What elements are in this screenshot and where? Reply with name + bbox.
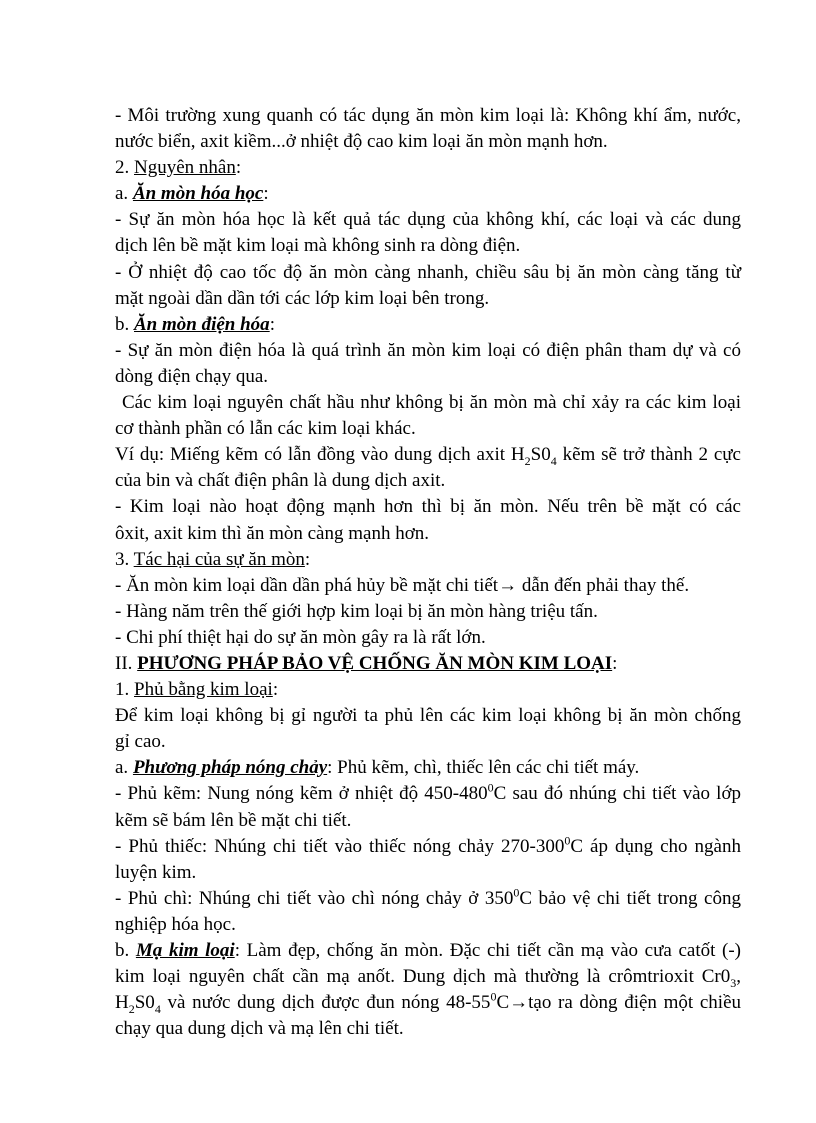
plating-text: kim loại nguyên chất cần mạ anốt. Dung dịch mà thường là crômtrioxit Cr0: [115, 966, 731, 988]
arrow-icon: →: [498, 574, 518, 596]
heading-title: Nguyên nhân: [134, 157, 236, 179]
paragraph-electro-1-line2: dòng điện chạy qua.: [115, 365, 269, 387]
heading-chemical-corrosion: [115, 181, 741, 207]
heading-electrochemical-corrosion: [115, 312, 741, 338]
heading-number: b.: [115, 940, 136, 961]
heading-colon: :: [272, 679, 279, 701]
subscript: 2: [128, 1001, 135, 1016]
heading-number: 2.: [115, 157, 134, 179]
subscript: 4: [550, 454, 557, 469]
heading-title: Phủ bằng kim loại: [134, 679, 273, 701]
heading-rest: : Làm đẹp, chống ăn mòn. Đặc chi tiết cần mạ vào cưa catốt (-): [234, 940, 742, 961]
paragraph-electro-2-line1: Các kim loại nguyên chất hầu như không bị ăn mòn mà chỉ xảy ra các kim loại: [122, 392, 741, 414]
paragraph-lead-line1: [115, 886, 741, 912]
heading-colon: :: [269, 313, 275, 335]
paragraph-environment-line2: nước biển, axit kiềm...ở nhiệt độ cao kim loại ăn mòn mạnh hơn.: [115, 131, 608, 153]
superscript: 0: [490, 989, 497, 1004]
paragraph-zinc-line2: kẽm sẽ bám lên bề mặt chi tiết.: [115, 809, 352, 831]
lead-text: - Phủ chì: Nhúng chi tiết vào chì nóng chảy ở 350: [115, 887, 514, 909]
paragraph-chemical-1-line1: - Sự ăn mòn hóa học là kết quả tác dụng của không khí, các loại và các dung: [115, 209, 741, 231]
zinc-text: C sau đó nhúng chi tiết vào lớp: [493, 783, 741, 805]
paragraph-electro-3-line1: - Kim loại nào hoạt động mạnh hơn thì bị ăn mòn. Nếu trên bề mặt có các: [115, 496, 741, 518]
heading-number: b.: [115, 313, 134, 335]
plating-text: tạo ra dòng điện một chiều: [528, 992, 742, 1014]
paragraph-plating-line2: [115, 964, 741, 990]
heading-title: Ăn mòn điện hóa: [134, 313, 270, 335]
heading-harm: [115, 547, 741, 573]
heading-colon: :: [235, 157, 242, 179]
paragraph-example-line1: [115, 442, 741, 468]
superscript: 0: [513, 885, 520, 900]
subscript: 2: [524, 454, 531, 469]
paragraph-chemical-2-line2: mặt ngoài dần dần tới các lớp kim loại bên trong.: [115, 287, 490, 309]
paragraph-tin-line1: [115, 834, 741, 860]
subscript: 4: [154, 1001, 161, 1016]
heading-colon: :: [304, 548, 311, 570]
arrow-icon: →: [509, 992, 529, 1014]
plating-text: S0: [134, 992, 155, 1014]
subscript: 3: [730, 975, 737, 990]
harm-text: - Ăn mòn kim loại dần dần phá hủy bề mặt chi tiết: [115, 574, 499, 596]
heading-number: 1.: [115, 679, 134, 701]
heading-title: Phương pháp nóng chảy: [132, 757, 328, 779]
tin-text: - Phủ thiếc: Nhúng chi tiết vào thiếc nóng chảy 270-300: [115, 835, 565, 857]
paragraph-lead-line2: nghiệp hóa học.: [115, 913, 236, 935]
paragraph-coating-line2: gỉ cao.: [115, 731, 166, 753]
paragraph-plating-line4: chạy qua dung dịch và mạ lên chi tiết.: [115, 1018, 404, 1040]
plating-text: ,: [736, 966, 741, 988]
paragraph-tin-line2: luyện kim.: [115, 861, 197, 883]
example-text: kẽm sẽ trở thành 2 cực: [556, 444, 741, 466]
zinc-text: - Phủ kẽm: Nung nóng kẽm ở nhiệt độ 450-480: [115, 783, 488, 805]
heading-causes: [115, 155, 741, 181]
heading-metal-coating: [115, 677, 741, 703]
tin-text: C áp dụng cho ngành: [570, 835, 741, 857]
paragraph-electro-2-line2: cơ thành phần có lẫn các kim loại khác.: [115, 418, 416, 440]
paragraph-zinc-line1: [115, 781, 741, 807]
lead-text: C bảo vệ chi tiết trong công: [519, 887, 741, 909]
heading-title: Ăn mòn hóa học: [132, 183, 264, 205]
heading-hot-dip: [115, 755, 741, 781]
heading-title: PHƯƠNG PHÁP BẢO VỆ CHỐNG ĂN MÒN KIM LOẠI: [137, 652, 613, 674]
heading-number: a.: [115, 183, 133, 205]
example-text: S0: [530, 444, 551, 466]
example-text: Ví dụ: Miếng kẽm có lẫn đồng vào dung dịch axit H: [115, 444, 525, 466]
paragraph-chemical-1-line2: dịch lên bề mặt kim loại mà không sinh ra dòng điện.: [115, 235, 521, 257]
paragraph-plating-line3: [115, 990, 741, 1016]
plating-text: và nước dung dịch được đun nóng 48-55: [160, 992, 491, 1014]
heading-title: Tác hại của sự ăn mòn: [133, 548, 305, 570]
heading-plating: [115, 938, 741, 964]
paragraph-harm-3: - Chi phí thiệt hại do sự ăn mòn gây ra là rất lớn.: [115, 626, 486, 648]
paragraph-environment-line1: - Môi trường xung quanh có tác dụng ăn mòn kim loại là: Không khí ẩm, nước,: [115, 105, 741, 126]
heading-number: 3.: [115, 548, 134, 570]
paragraph-harm-2: - Hàng năm trên thế giới hợp kim loại bị ăn mòn hàng triệu tấn.: [115, 600, 598, 622]
superscript: 0: [564, 833, 571, 848]
harm-text: dẫn đến phải thay thế.: [517, 574, 690, 596]
paragraph-example-line2: của bin và chất điện phân là dung dịch axit.: [115, 470, 446, 492]
paragraph-coating-line1: Để kim loại không bị gỉ người ta phủ lên các kim loại không bị ăn mòn chống: [115, 705, 741, 727]
superscript: 0: [487, 781, 494, 796]
heading-protection-methods: [115, 651, 741, 677]
paragraph-electro-1-line1: - Sự ăn mòn điện hóa là quá trình ăn mòn kim loại có điện phân tham dự và có: [115, 339, 741, 361]
plating-text: C: [496, 992, 510, 1014]
heading-colon: :: [263, 183, 269, 205]
heading-number: II.: [115, 652, 138, 674]
paragraph-chemical-2-line1: - Ở nhiệt độ cao tốc độ ăn mòn càng nhanh, chiều sâu bị ăn mòn càng tăng từ: [115, 261, 741, 283]
paragraph-harm-1: [115, 573, 741, 599]
paragraph-electro-3-line2: ôxit, axit kim thì ăn mòn càng mạnh hơn.: [115, 522, 430, 544]
plating-text: H: [115, 992, 129, 1014]
heading-colon: :: [612, 652, 618, 674]
heading-rest: : Phủ kẽm, chì, thiếc lên các chi tiết máy.: [327, 757, 640, 779]
document-page: [115, 103, 741, 1042]
heading-title: Mạ kim loại: [135, 940, 235, 961]
heading-number: a.: [115, 757, 133, 779]
